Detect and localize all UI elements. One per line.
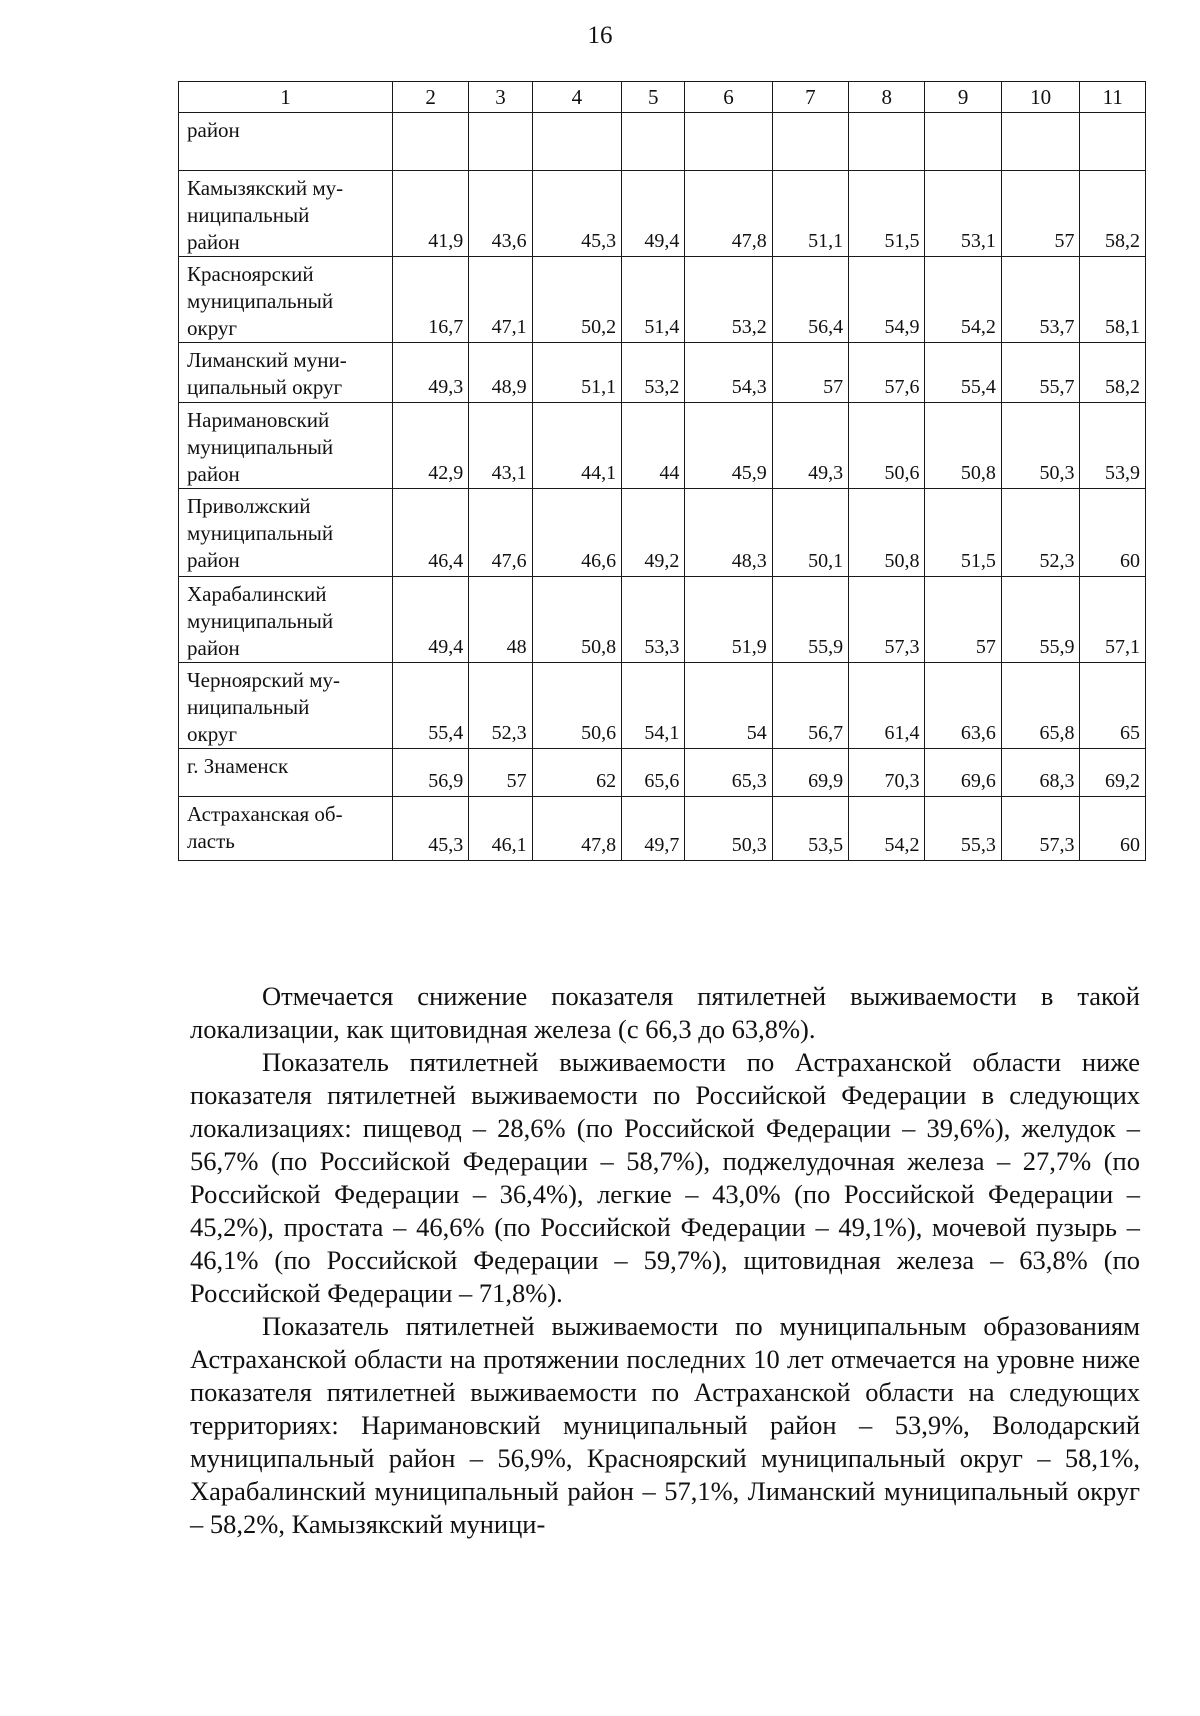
table-row bbox=[179, 403, 1146, 489]
table-cell: 65,8 bbox=[1001, 663, 1080, 749]
column-header: 10 bbox=[1001, 82, 1080, 113]
table-cell: 55,7 bbox=[1001, 343, 1080, 403]
column-header: 11 bbox=[1080, 82, 1146, 113]
table-cell: 45,3 bbox=[392, 797, 468, 861]
table-row bbox=[179, 577, 1146, 663]
table-cell: 57,3 bbox=[849, 577, 925, 663]
territory-name: Красноярский муниципальный округ bbox=[179, 257, 393, 343]
table-cell: 55,4 bbox=[925, 343, 1001, 403]
table-cell bbox=[685, 113, 772, 171]
territory-name: Наримановский муниципальный район bbox=[179, 403, 393, 489]
table-cell: 50,8 bbox=[925, 403, 1001, 489]
table-cell: 50,6 bbox=[532, 663, 621, 749]
table-cell: 65,3 bbox=[685, 749, 772, 797]
table-cell: 55,3 bbox=[925, 797, 1001, 861]
table-cell: 49,2 bbox=[622, 489, 685, 577]
table-cell: 57 bbox=[772, 343, 848, 403]
table-cell: 57 bbox=[469, 749, 532, 797]
table-cell: 53,5 bbox=[772, 797, 848, 861]
table-cell: 48 bbox=[469, 577, 532, 663]
table-cell: 50,1 bbox=[772, 489, 848, 577]
table-cell: 51,5 bbox=[925, 489, 1001, 577]
table-cell: 57 bbox=[1001, 171, 1080, 257]
table-cell: 51,1 bbox=[532, 343, 621, 403]
table-row bbox=[179, 171, 1146, 257]
territory-name: Черноярский му- ниципальный округ bbox=[179, 663, 393, 749]
table-cell: 54,1 bbox=[622, 663, 685, 749]
table-cell: 50,3 bbox=[1001, 403, 1080, 489]
body-text bbox=[190, 980, 1140, 1541]
table-cell: 50,8 bbox=[532, 577, 621, 663]
table-cell bbox=[849, 113, 925, 171]
table-cell: 51,4 bbox=[622, 257, 685, 343]
table-cell: 65,6 bbox=[622, 749, 685, 797]
table-cell: 50,8 bbox=[849, 489, 925, 577]
table-cell bbox=[622, 113, 685, 171]
table-cell: 52,3 bbox=[469, 663, 532, 749]
table-cell: 46,6 bbox=[532, 489, 621, 577]
page-number: 16 bbox=[587, 22, 613, 49]
table-cell: 56,7 bbox=[772, 663, 848, 749]
table-header-row bbox=[179, 82, 1146, 113]
table-cell: 52,3 bbox=[1001, 489, 1080, 577]
table-cell: 55,9 bbox=[1001, 577, 1080, 663]
paragraph: Показатель пятилетней выживаемости по Астраханской области ниже показателя пятилетней выживаемости по Российской Федерации в следующих локализациях: пищевод – 28,6% (по Российской Федерации – 39,6%), желудок – 56,7% (по Российской Федерации – 58,7%), поджелудочная железа – 27,7% (по Российской Федерации – 36,4%), легкие – 43,0% (по Российской Федерации – 45,2%), простата – 46,6% (по Российской Федерации – 49,1%), мочевой пузырь – 46,1% (по Российской Федерации – 59,7%), щитовидная железа – 63,8% (по Российской Федерации – 71,8%). bbox=[190, 1047, 1140, 1308]
table-cell: 53,7 bbox=[1001, 257, 1080, 343]
table-row bbox=[179, 489, 1146, 577]
table-row bbox=[179, 113, 1146, 171]
table-row bbox=[179, 797, 1146, 861]
column-header: 1 bbox=[179, 82, 393, 113]
table-cell: 47,8 bbox=[685, 171, 772, 257]
territory-name: Астраханская об- ласть bbox=[179, 797, 393, 861]
table-cell: 58,2 bbox=[1080, 343, 1146, 403]
table-cell: 60 bbox=[1080, 797, 1146, 861]
table-cell: 45,3 bbox=[532, 171, 621, 257]
table-cell: 48,9 bbox=[469, 343, 532, 403]
paragraph: Отмечается снижение показателя пятилетней выживаемости в такой локализации, как щитовидная железа (с 66,3 до 63,8%). bbox=[190, 981, 1140, 1044]
table-cell: 55,4 bbox=[392, 663, 468, 749]
table-cell: 47,6 bbox=[469, 489, 532, 577]
table-cell: 44,1 bbox=[532, 403, 621, 489]
table-cell bbox=[1001, 113, 1080, 171]
table-cell: 49,4 bbox=[622, 171, 685, 257]
table-cell: 47,1 bbox=[469, 257, 532, 343]
table-cell: 58,1 bbox=[1080, 257, 1146, 343]
territory-name: Приволжский муниципальный район bbox=[179, 489, 393, 577]
territory-name: г. Знаменск bbox=[179, 749, 393, 797]
table-cell: 60 bbox=[1080, 489, 1146, 577]
table-cell: 57,6 bbox=[849, 343, 925, 403]
column-header: 3 bbox=[469, 82, 532, 113]
table-cell: 41,9 bbox=[392, 171, 468, 257]
table-cell: 44 bbox=[622, 403, 685, 489]
table-cell: 55,9 bbox=[772, 577, 848, 663]
table-cell: 69,2 bbox=[1080, 749, 1146, 797]
table-row bbox=[179, 749, 1146, 797]
territory-name: Харабалинский муниципальный район bbox=[179, 577, 393, 663]
column-header: 6 bbox=[685, 82, 772, 113]
table-cell: 16,7 bbox=[392, 257, 468, 343]
table-cell bbox=[392, 113, 468, 171]
table-cell: 45,9 bbox=[685, 403, 772, 489]
table-cell: 58,2 bbox=[1080, 171, 1146, 257]
table-cell: 50,6 bbox=[849, 403, 925, 489]
table-cell: 42,9 bbox=[392, 403, 468, 489]
table-cell: 54,9 bbox=[849, 257, 925, 343]
column-header: 2 bbox=[392, 82, 468, 113]
table-cell: 61,4 bbox=[849, 663, 925, 749]
table-row bbox=[179, 663, 1146, 749]
table-cell bbox=[1080, 113, 1146, 171]
table-cell bbox=[469, 113, 532, 171]
table-row bbox=[179, 343, 1146, 403]
table-cell: 47,8 bbox=[532, 797, 621, 861]
table-cell: 56,4 bbox=[772, 257, 848, 343]
table-cell: 57,1 bbox=[1080, 577, 1146, 663]
table-cell: 54 bbox=[685, 663, 772, 749]
table-cell: 62 bbox=[532, 749, 621, 797]
table-cell bbox=[772, 113, 848, 171]
table-cell: 49,7 bbox=[622, 797, 685, 861]
table-cell: 53,3 bbox=[622, 577, 685, 663]
table-cell: 50,2 bbox=[532, 257, 621, 343]
table-cell: 43,1 bbox=[469, 403, 532, 489]
table-cell: 54,2 bbox=[925, 257, 1001, 343]
table-cell: 54,3 bbox=[685, 343, 772, 403]
table-cell: 51,5 bbox=[849, 171, 925, 257]
column-header: 4 bbox=[532, 82, 621, 113]
table-cell bbox=[925, 113, 1001, 171]
table-cell: 53,2 bbox=[685, 257, 772, 343]
table-cell: 69,6 bbox=[925, 749, 1001, 797]
territory-name: район bbox=[179, 113, 393, 171]
table-cell: 69,9 bbox=[772, 749, 848, 797]
table-cell: 53,2 bbox=[622, 343, 685, 403]
table-cell: 46,1 bbox=[469, 797, 532, 861]
table-row bbox=[179, 257, 1146, 343]
table-cell: 65 bbox=[1080, 663, 1146, 749]
table-cell: 50,3 bbox=[685, 797, 772, 861]
table-cell: 63,6 bbox=[925, 663, 1001, 749]
table-cell: 51,1 bbox=[772, 171, 848, 257]
table-cell: 57,3 bbox=[1001, 797, 1080, 861]
table-cell: 54,2 bbox=[849, 797, 925, 861]
table-cell: 49,4 bbox=[392, 577, 468, 663]
table-cell: 46,4 bbox=[392, 489, 468, 577]
table-cell bbox=[532, 113, 621, 171]
column-header: 8 bbox=[849, 82, 925, 113]
column-header: 5 bbox=[622, 82, 685, 113]
table-cell: 68,3 bbox=[1001, 749, 1080, 797]
table-cell: 48,3 bbox=[685, 489, 772, 577]
table-cell: 49,3 bbox=[772, 403, 848, 489]
table-cell: 57 bbox=[925, 577, 1001, 663]
table-cell: 43,6 bbox=[469, 171, 532, 257]
table-cell: 70,3 bbox=[849, 749, 925, 797]
table-cell: 53,9 bbox=[1080, 403, 1146, 489]
table-cell: 53,1 bbox=[925, 171, 1001, 257]
table-cell: 51,9 bbox=[685, 577, 772, 663]
column-header: 9 bbox=[925, 82, 1001, 113]
table-cell: 49,3 bbox=[392, 343, 468, 403]
survival-table bbox=[178, 81, 1146, 861]
table-cell: 56,9 bbox=[392, 749, 468, 797]
column-header: 7 bbox=[772, 82, 848, 113]
territory-name: Лиманский муни- ципальный округ bbox=[179, 343, 393, 403]
territory-name: Камызякский му- ниципальный район bbox=[179, 171, 393, 257]
paragraph: Показатель пятилетней выживаемости по муниципальным образованиям Астраханской области на протяжении последних 10 лет отмечается на уровне ниже показателя пятилетней выживаемости по Астраханской области на следующих территориях: Наримановский муниципальный район – 53,9%, Володарский муниципальный район – 56,9%, Красноярский муниципальный округ – 58,1%, Харабалинский муниципальный район – 57,1%, Лиманский муниципальный округ – 58,2%, Камызякский муници- bbox=[190, 1311, 1140, 1539]
